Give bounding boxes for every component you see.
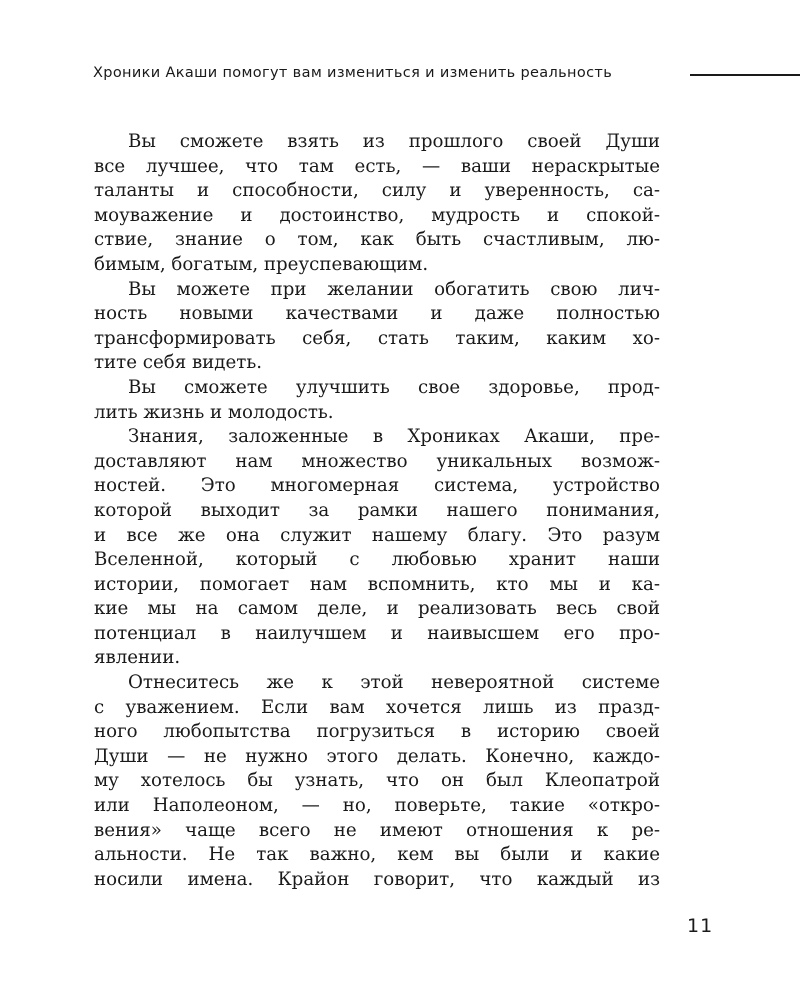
text-line: доставляют нам множество уникальных возмож- — [94, 450, 660, 472]
text-line: истории, помогает нам вспомнить, кто мы и ка- — [94, 573, 660, 595]
text-line: с уважением. Если вам хочется лишь из празд- — [94, 696, 660, 718]
page-number: 11 — [687, 915, 714, 937]
text-line: Знания, заложенные в Хрониках Акаши, пре- — [128, 426, 660, 448]
paragraph — [94, 671, 660, 892]
text-line: Отнеситесь же к этой невероятной системе — [128, 672, 660, 694]
text-line: лить жизнь и молодость. — [94, 401, 334, 423]
text-line: кие мы на самом деле, и реализовать весь свой — [94, 598, 660, 620]
running-header-rule — [690, 74, 800, 76]
text-line: Вы сможете взять из прошлого своей Души — [128, 131, 660, 152]
text-line: потенциал в наилучшем и наивысшем его про- — [94, 622, 660, 644]
text-line: Вы можете при желании обогатить свою лич- — [128, 278, 660, 300]
text-line: ностей. Это многомерная система, устройство — [94, 475, 660, 497]
paragraph — [94, 376, 660, 425]
text-line: ного любопытства погрузиться в историю своей — [94, 721, 660, 743]
text-line: носили имена. Крайон говорит, что каждый из — [94, 868, 660, 890]
text-line: вения» чаще всего не имеют отношения к ре- — [94, 819, 660, 841]
text-line: таланты и способности, силу и уверенность, са- — [94, 180, 660, 202]
paragraph — [94, 130, 660, 278]
text-line: все лучшее, что там есть, — ваши нераскрытые — [94, 155, 660, 177]
text-line: Вы сможете улучшить свое здоровье, прод- — [128, 376, 660, 398]
running-header — [93, 62, 800, 86]
text-line: или Наполеоном, — но, поверьте, такие «откро- — [94, 795, 660, 817]
text-line: тите себя видеть. — [94, 352, 263, 374]
text-line: моуважение и достоинство, мудрость и спокой- — [94, 204, 660, 226]
text-line: трансформировать себя, стать таким, каким хо- — [94, 327, 660, 349]
text-line: явлении. — [94, 647, 181, 669]
text-line: му хотелось бы узнать, что он был Клеопатрой — [94, 770, 660, 792]
text-line: ствие, знание о том, как быть счастливым, лю- — [94, 229, 660, 251]
text-line: Вселенной, который с любовью хранит наши — [94, 549, 660, 571]
text-line: Души — не нужно этого делать. Конечно, каждо- — [94, 745, 660, 767]
text-line: ность новыми качествами и даже полностью — [94, 303, 660, 325]
text-line: которой выходит за рамки нашего понимания, — [94, 499, 660, 521]
text-line: и все же она служит нашему благу. Это разум — [94, 524, 660, 546]
running-header-title: Хроники Акаши помогут вам измениться и изменить реальность — [93, 65, 613, 81]
paragraph — [94, 425, 660, 671]
text-line: альности. Не так важно, кем вы были и какие — [94, 844, 660, 866]
body-text — [94, 130, 660, 892]
text-line: бимым, богатым, преуспевающим. — [94, 253, 429, 275]
paragraph — [94, 278, 660, 376]
